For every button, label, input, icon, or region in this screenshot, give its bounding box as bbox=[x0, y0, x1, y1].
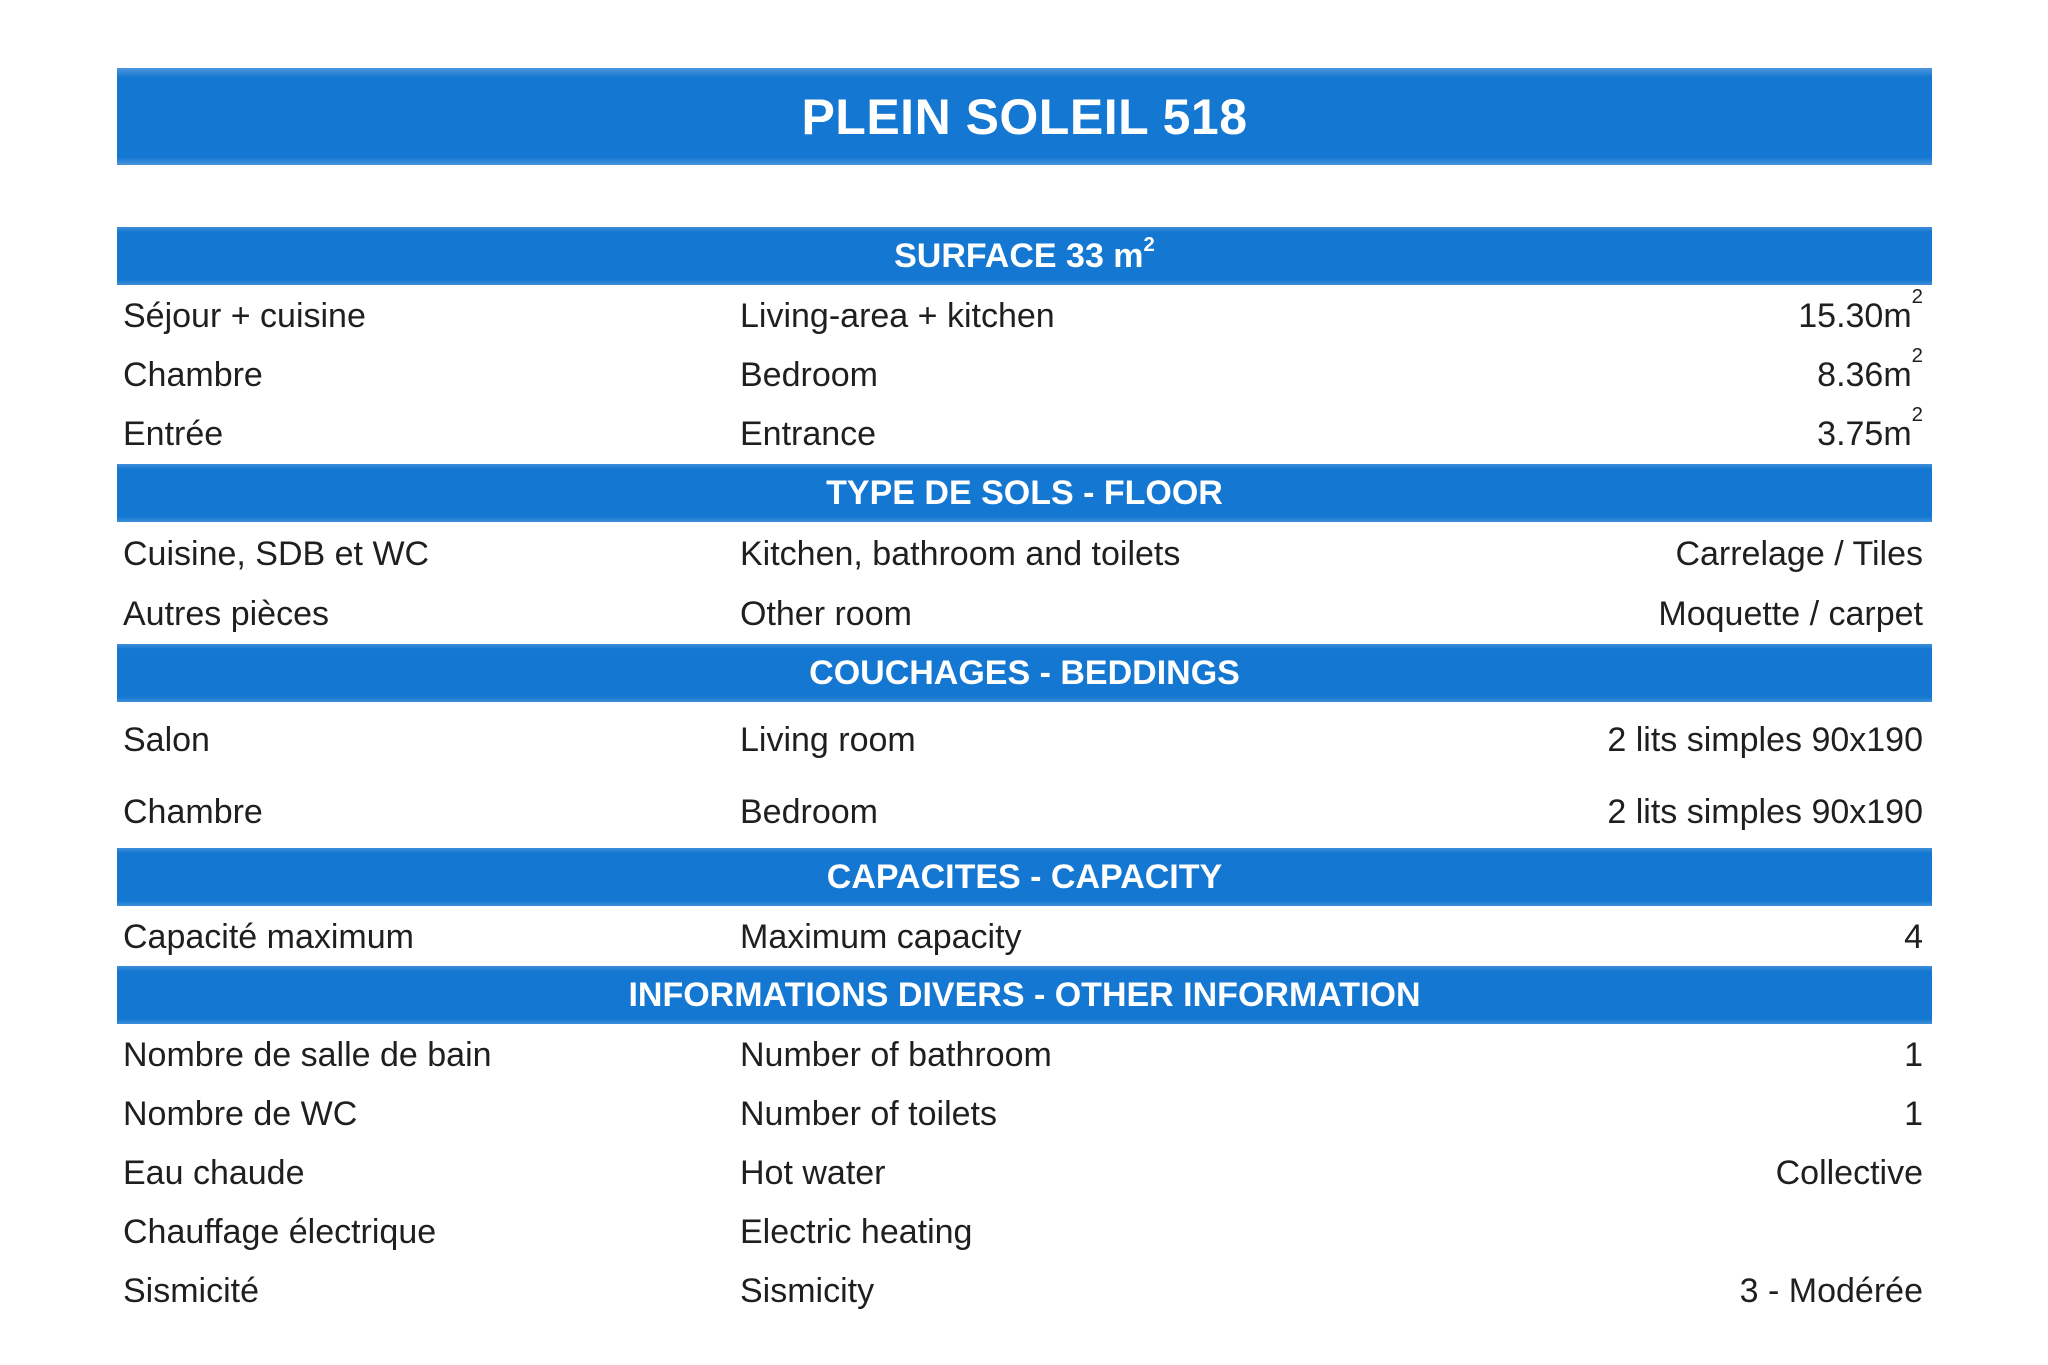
title-spacer bbox=[117, 165, 1932, 227]
section-header-capacity bbox=[117, 848, 1932, 906]
row-label-fr: Nombre de salle de bain bbox=[123, 1036, 492, 1074]
row-value-text: 3.75m bbox=[1817, 415, 1912, 453]
table-row bbox=[117, 584, 1932, 644]
table-row bbox=[117, 1262, 1932, 1321]
row-label-fr: Salon bbox=[123, 720, 210, 759]
row-label-en: Living-area + kitchen bbox=[740, 297, 1055, 335]
row-value-text: 15.30m bbox=[1798, 297, 1912, 335]
table-row bbox=[117, 346, 1932, 405]
table-row bbox=[117, 1203, 1932, 1262]
row-label-fr: Chambre bbox=[123, 792, 263, 831]
section-header-label: TYPE DE SOLS - FLOOR bbox=[826, 473, 1223, 512]
row-value: 4 bbox=[1904, 917, 1923, 956]
row-label-en: Kitchen, bathroom and toilets bbox=[740, 534, 1181, 573]
row-label-en: Number of toilets bbox=[740, 1095, 997, 1133]
section-header-label: SURFACE 33 m bbox=[894, 236, 1144, 275]
row-label-fr: Autres pièces bbox=[123, 594, 329, 633]
row-label-en: Entrance bbox=[740, 415, 877, 453]
table-row bbox=[117, 524, 1932, 584]
row-label-en: Sismicity bbox=[740, 1272, 875, 1310]
row-label-en: Hot water bbox=[740, 1154, 886, 1192]
table-row bbox=[117, 1144, 1932, 1203]
row-label-en: Bedroom bbox=[740, 356, 878, 394]
section-header-floor bbox=[117, 464, 1932, 522]
table-row bbox=[117, 908, 1932, 966]
row-label-en: Bedroom bbox=[740, 792, 878, 831]
row-value bbox=[1817, 345, 1923, 395]
row-label-fr: Chauffage électrique bbox=[123, 1213, 437, 1251]
row-label-en: Number of bathroom bbox=[740, 1036, 1052, 1074]
row-value bbox=[1798, 286, 1923, 336]
table-row bbox=[117, 405, 1932, 464]
row-label-fr: Eau chaude bbox=[123, 1154, 305, 1192]
row-value: Moquette / carpet bbox=[1658, 594, 1923, 633]
row-label-en: Maximum capacity bbox=[740, 917, 1022, 956]
row-label-fr: Entrée bbox=[123, 415, 224, 453]
row-label-fr: Nombre de WC bbox=[123, 1095, 358, 1133]
row-value: Carrelage / Tiles bbox=[1675, 534, 1923, 573]
table-row bbox=[117, 287, 1932, 346]
row-label-fr: Chambre bbox=[123, 356, 263, 394]
table-row bbox=[117, 1085, 1932, 1144]
info-sheet bbox=[117, 68, 1932, 1321]
row-value: 2 lits simples 90x190 bbox=[1607, 720, 1923, 759]
table-row bbox=[117, 1026, 1932, 1085]
row-value-superscript: 2 bbox=[1911, 404, 1923, 427]
row-label-fr: Sismicité bbox=[123, 1272, 260, 1310]
row-label-fr: Cuisine, SDB et WC bbox=[123, 534, 430, 573]
row-value bbox=[1817, 404, 1923, 454]
section-header-beddings bbox=[117, 644, 1932, 702]
row-label-en: Living room bbox=[740, 720, 916, 759]
row-value: 3 - Modérée bbox=[1739, 1272, 1923, 1310]
section-header-label: CAPACITES - CAPACITY bbox=[826, 857, 1223, 896]
section-header-label: COUCHAGES - BEDDINGS bbox=[809, 653, 1240, 692]
table-row bbox=[117, 776, 1932, 848]
row-value: 1 bbox=[1904, 1095, 1923, 1133]
row-value: 1 bbox=[1904, 1036, 1923, 1074]
row-label-fr: Séjour + cuisine bbox=[123, 297, 366, 335]
table-row bbox=[117, 704, 1932, 776]
row-value: Collective bbox=[1775, 1154, 1923, 1192]
row-value-text: 8.36m bbox=[1817, 356, 1912, 394]
row-label-en: Electric heating bbox=[740, 1213, 973, 1251]
row-label-fr: Capacité maximum bbox=[123, 917, 414, 956]
row-value: 2 lits simples 90x190 bbox=[1607, 792, 1923, 831]
section-header-surface: SURFACE 33 m $^2$ bbox=[117, 227, 1932, 285]
section-header-label: INFORMATIONS DIVERS - OTHER INFORMATION bbox=[628, 975, 1421, 1014]
row-label-en: Other room bbox=[740, 594, 912, 633]
row-value-superscript: 2 bbox=[1911, 286, 1923, 309]
section-header-other-information bbox=[117, 966, 1932, 1024]
row-value-superscript: 2 bbox=[1911, 345, 1923, 368]
page-title: PLEIN SOLEIL 518 bbox=[117, 68, 1932, 165]
